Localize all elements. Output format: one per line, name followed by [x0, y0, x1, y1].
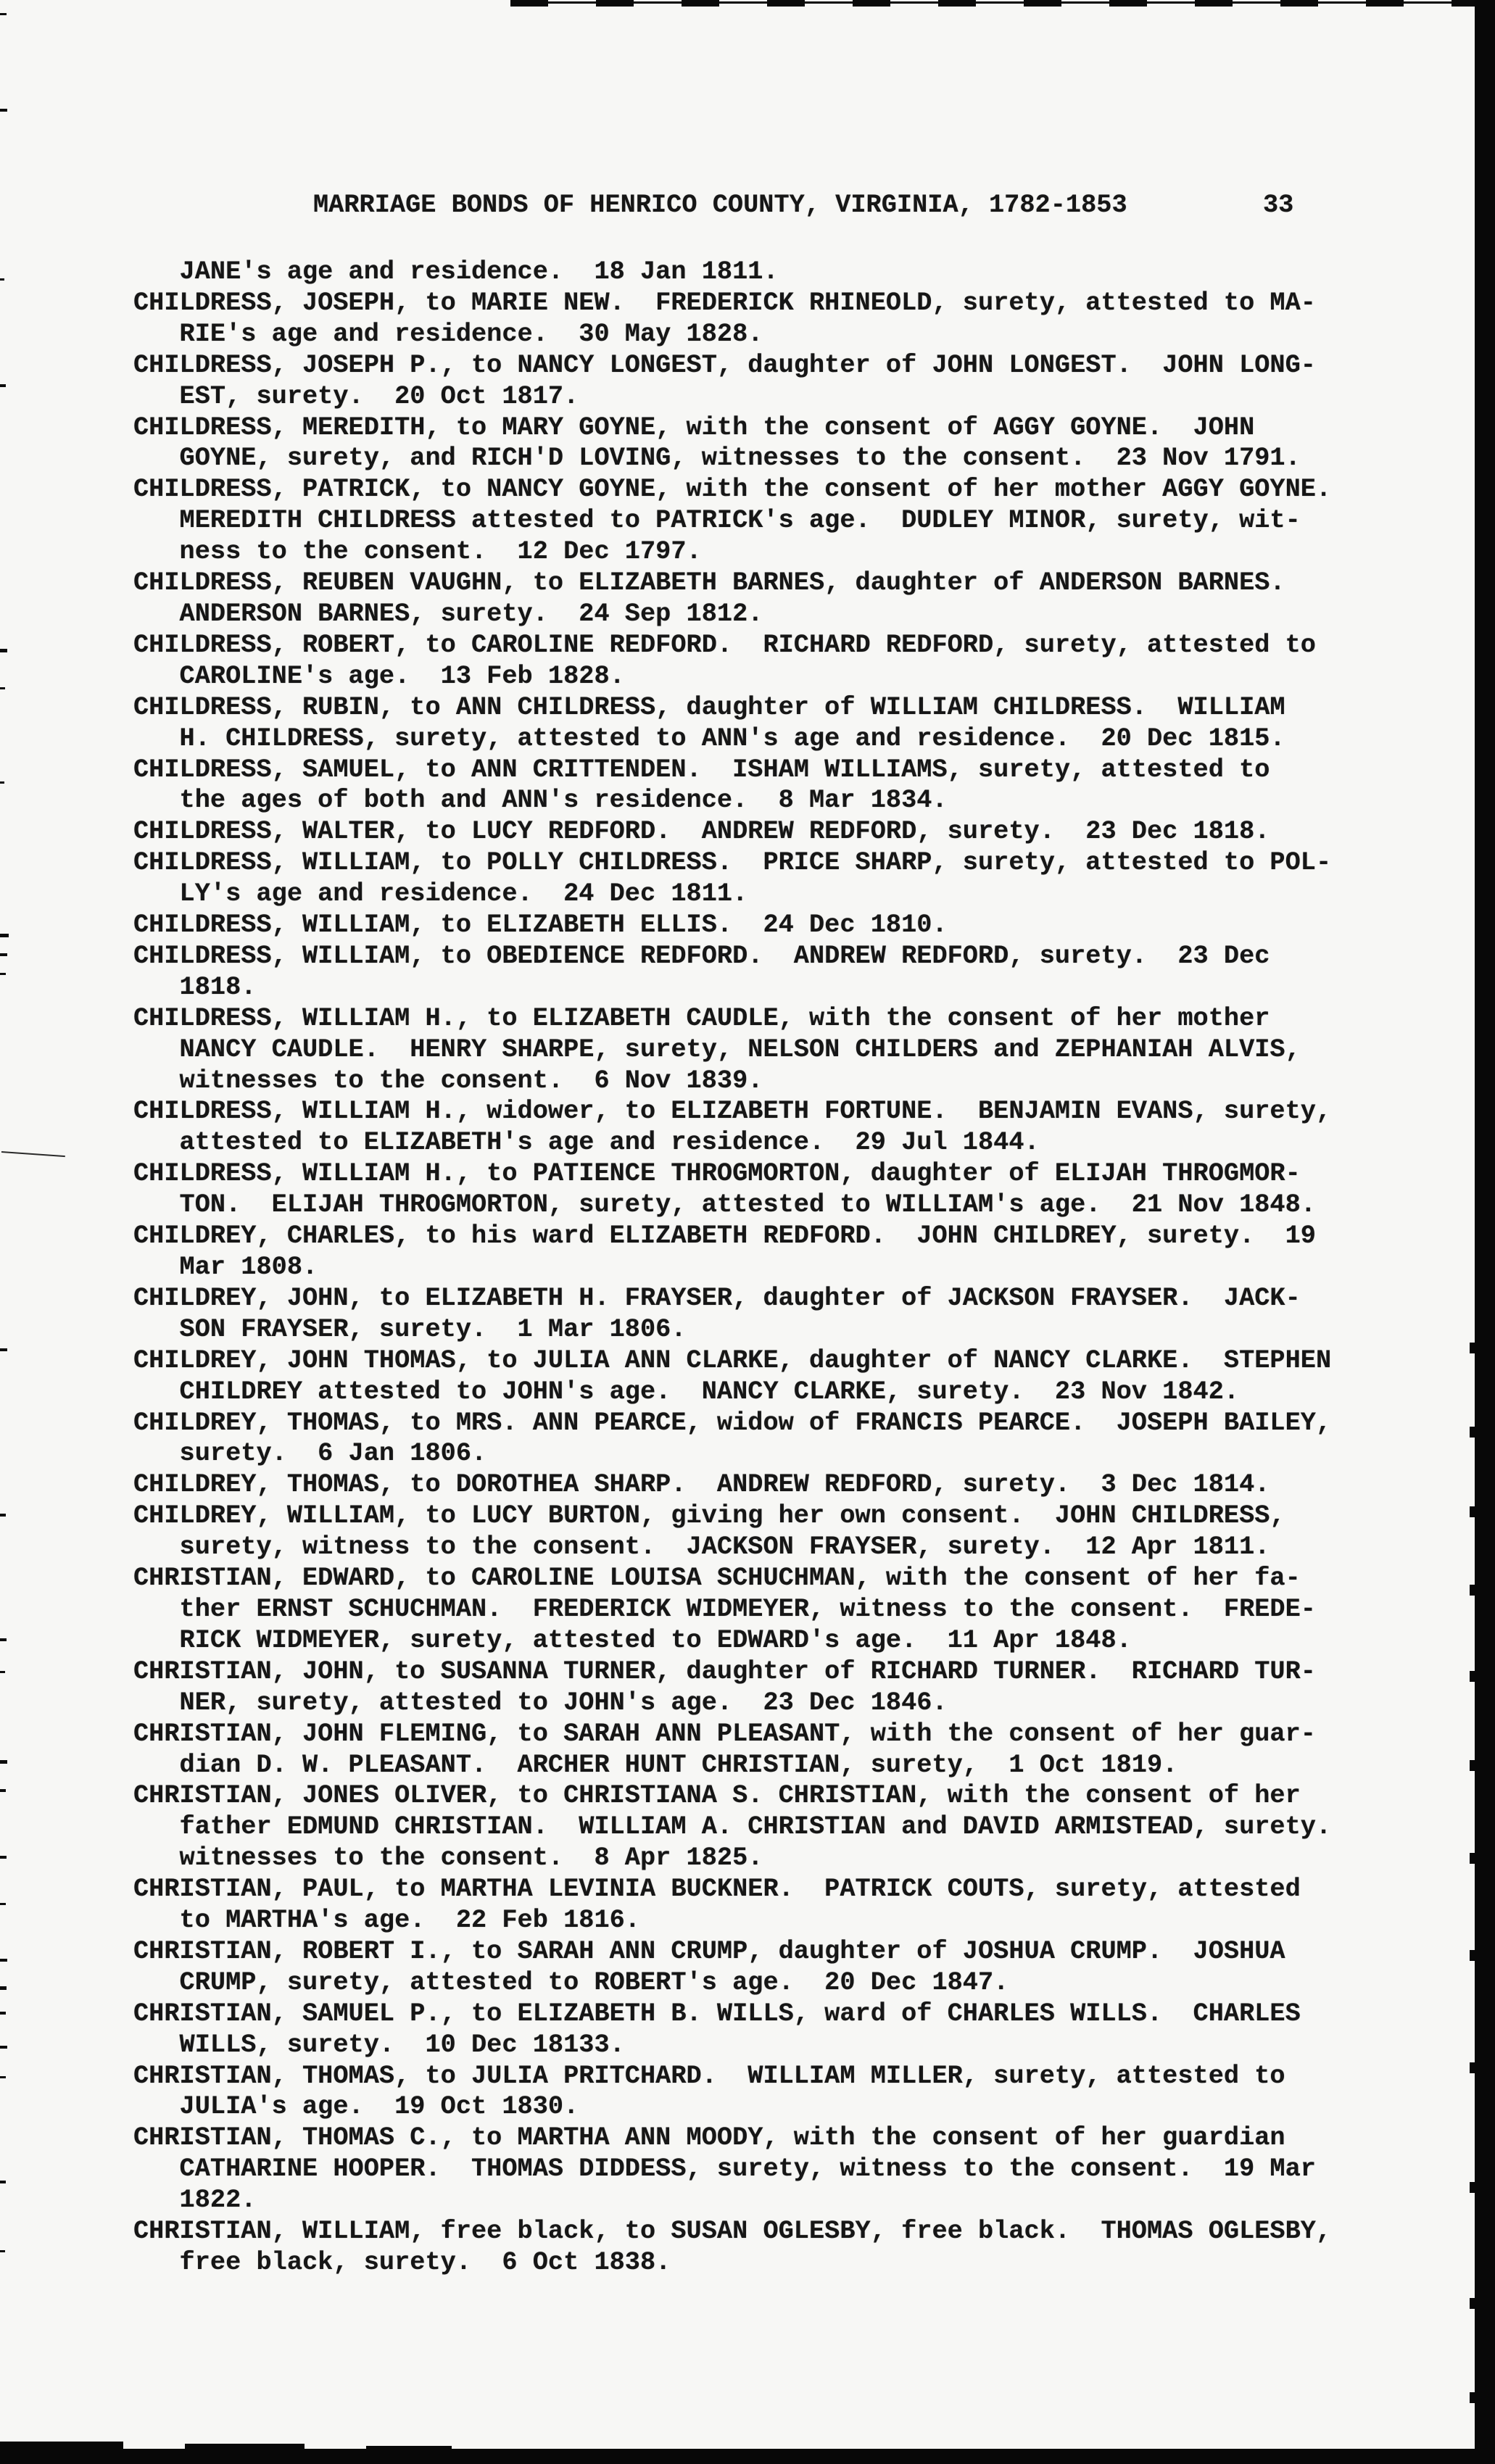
scan-artifact-top-dashes [510, 0, 1495, 7]
scan-artifact-gutter-bump [1470, 2182, 1475, 2193]
record-line: CHRISTIAN, PAUL, to MARTHA LEVINIA BUCKNER. PATRICK COUTS, surety, attested [133, 1875, 1301, 1904]
scan-artifact-gutter-bump [1470, 1760, 1475, 1771]
scan-artifact-left-tick [0, 2076, 6, 2078]
scan-artifact-gutter-bump [1470, 1585, 1475, 1596]
scan-artifact-left-tick [0, 1514, 6, 1517]
scan-artifact-left-tick [0, 109, 7, 112]
record-line: NER, surety, attested to JOHN's age. 23 Dec 1846. [133, 1688, 948, 1717]
record-line: CHILDREY, THOMAS, to DOROTHEA SHARP. ANDREW REDFORD, surety. 3 Dec 1814. [133, 1470, 1270, 1500]
record-line: 1818. [133, 972, 257, 1002]
record-line: GOYNE, surety, and RICH'D LOVING, witnesses to the consent. 23 Nov 1791. [133, 444, 1301, 473]
scan-artifact-left-tick [0, 781, 4, 784]
record-line: CHRISTIAN, ROBERT I., to SARAH ANN CRUMP, daughter of JOSHUA CRUMP. JOSHUA [133, 1936, 1285, 1966]
record-line: witnesses to the consent. 8 Apr 1825. [133, 1843, 763, 1873]
record-line: CHILDRESS, ROBERT, to CAROLINE REDFORD. RICHARD REDFORD, surety, attested to [133, 630, 1316, 660]
scan-artifact-left-tick [0, 973, 6, 975]
record-line: EST, surety. 20 Oct 1817. [133, 381, 579, 411]
scan-artifact-left-tick [0, 384, 6, 387]
record-line: CHILDRESS, WILLIAM H., to PATIENCE THROGMORTON, daughter of ELIJAH THROGMOR- [133, 1159, 1301, 1189]
record-line: MEREDITH CHILDRESS attested to PATRICK's age. DUDLEY MINOR, surety, wit- [133, 506, 1301, 536]
scan-artifact-gutter-bump [1470, 1671, 1475, 1682]
record-line: H. CHILDRESS, surety, attested to ANN's age and residence. 20 Dec 1815. [133, 723, 1285, 753]
scan-artifact-gutter-bump [1470, 1506, 1475, 1517]
record-line: JANE's age and residence. 18 Jan 1811. [133, 257, 779, 286]
scan-artifact-gutter-bump [1470, 1427, 1475, 1438]
scan-artifact-left-tick [0, 2046, 7, 2049]
record-line: CHILDREY, CHARLES, to his ward ELIZABETH REDFORD. JOHN CHILDREY, surety. 19 [133, 1221, 1316, 1251]
record-line: surety. 6 Jan 1806. [133, 1439, 487, 1469]
scan-artifact-left-tick [0, 649, 7, 652]
record-line: ther ERNST SCHUCHMAN. FREDERICK WIDMEYER, witness to the consent. FREDE- [133, 1594, 1316, 1624]
record-line: RICK WIDMEYER, surety, attested to EDWARD's age. 11 Apr 1848. [133, 1625, 1132, 1655]
record-line: CAROLINE's age. 13 Feb 1828. [133, 661, 625, 691]
scan-artifact-right-gutter [1475, 0, 1495, 2464]
scan-artifact-left-tick [0, 953, 7, 956]
scan-artifact-left-tick [0, 2250, 5, 2252]
scan-artifact-gutter-bump [1470, 2298, 1475, 2309]
scan-artifact-bottom-step [0, 2442, 123, 2450]
record-line: CHRISTIAN, SAMUEL P., to ELIZABETH B. WILLS, ward of CHARLES WILLS. CHARLES [133, 1999, 1301, 2028]
record-line: father EDMUND CHRISTIAN. WILLIAM A. CHRISTIAN and DAVID ARMISTEAD, surety. [133, 1812, 1332, 1842]
record-line: CHILDRESS, WALTER, to LUCY REDFORD. ANDREW REDFORD, surety. 23 Dec 1818. [133, 817, 1270, 847]
record-line: the ages of both and ANN's residence. 8 Mar 1834. [133, 786, 948, 816]
record-line: TON. ELIJAH THROGMORTON, surety, attested to WILLIAM's age. 21 Nov 1848. [133, 1190, 1316, 1220]
scan-artifact-left-tick [0, 278, 4, 281]
record-line: attested to ELIZABETH's age and residence. 29 Jul 1844. [133, 1128, 1040, 1158]
record-line: CHILDRESS, MEREDITH, to MARY GOYNE, with the consent of AGGY GOYNE. JOHN [133, 412, 1255, 442]
scan-artifact-left-tick [0, 2012, 6, 2015]
scan-artifact-gutter-bump [1470, 2062, 1475, 2073]
record-line: CHILDREY, JOHN, to ELIZABETH H. FRAYSER, daughter of JACKSON FRAYSER. JACK- [133, 1283, 1301, 1313]
record-line: CHILDRESS, RUBIN, to ANN CHILDRESS, daughter of WILLIAM CHILDRESS. WILLIAM [133, 692, 1285, 722]
page-title: MARRIAGE BONDS OF HENRICO COUNTY, VIRGINIA, 1782-1853 [313, 191, 1127, 220]
scan-artifact-gutter-bump [1470, 1343, 1475, 1353]
record-line: ANDERSON BARNES, surety. 24 Sep 1812. [133, 599, 763, 629]
scan-artifact-left-tick [0, 687, 5, 689]
record-line: CHRISTIAN, THOMAS, to JULIA PRITCHARD. WILLIAM MILLER, surety, attested to [133, 2061, 1285, 2091]
scan-artifact-gutter-bump [1470, 1853, 1475, 1864]
record-line: 1822. [133, 2186, 257, 2215]
scan-artifact-hairline [1, 1151, 65, 1157]
record-line: dian D. W. PLEASANT. ARCHER HUNT CHRISTIAN, surety, 1 Oct 1819. [133, 1750, 1178, 1780]
scan-artifact-gutter-bump [1470, 1950, 1475, 1961]
scan-artifact-left-tick [0, 2181, 6, 2183]
record-line: CRUMP, surety, attested to ROBERT's age. 20 Dec 1847. [133, 1967, 1009, 1997]
page-number: 33 [1263, 191, 1294, 220]
record-line: to MARTHA's age. 22 Feb 1816. [133, 1906, 640, 1936]
scan-artifact-left-tick [0, 1959, 7, 1962]
record-line: CHRISTIAN, JONES OLIVER, to CHRISTIANA S. CHRISTIAN, with the consent of her [133, 1781, 1301, 1811]
scan-artifact-left-tick [0, 1986, 7, 1990]
scan-artifact-bottom-step [366, 2446, 452, 2452]
record-line: CHRISTIAN, JOHN, to SUSANNA TURNER, daughter of RICHARD TURNER. RICHARD TUR- [133, 1656, 1316, 1686]
scan-artifact-left-tick [0, 1348, 7, 1351]
record-line: WILLS, surety. 10 Dec 18133. [133, 2030, 625, 2059]
record-line: SON FRAYSER, surety. 1 Mar 1806. [133, 1314, 687, 1344]
scan-artifact-bottom-edge [0, 2449, 1495, 2464]
record-line: NANCY CAUDLE. HENRY SHARPE, surety, NELSON CHILDERS and ZEPHANIAH ALVIS, [133, 1034, 1301, 1064]
record-line: ness to the consent. 12 Dec 1797. [133, 537, 702, 567]
scan-artifact-left-tick [0, 934, 9, 937]
record-line: CHILDRESS, REUBEN VAUGHN, to ELIZABETH BARNES, daughter of ANDERSON BARNES. [133, 568, 1285, 598]
record-line: CHRISTIAN, THOMAS C., to MARTHA ANN MOODY, with the consent of her guardian [133, 2123, 1285, 2153]
scan-artifact-bottom-step [185, 2444, 305, 2451]
record-line: Mar 1808. [133, 1253, 318, 1282]
scan-artifact-left-tick [0, 1760, 7, 1764]
scan-artifact-left-tick [0, 1903, 6, 1905]
record-line: CHILDREY attested to JOHN's age. NANCY CLARKE, surety. 23 Nov 1842. [133, 1377, 1240, 1406]
record-line: CHRISTIAN, JOHN FLEMING, to SARAH ANN PLEASANT, with the consent of her guar- [133, 1719, 1316, 1749]
record-line: CHILDRESS, PATRICK, to NANCY GOYNE, with the consent of her mother AGGY GOYNE. [133, 475, 1332, 505]
scan-artifact-left-tick [0, 1856, 7, 1859]
record-line: CHRISTIAN, WILLIAM, free black, to SUSAN OGLESBY, free black. THOMAS OGLESBY, [133, 2217, 1332, 2247]
records-text [133, 257, 1331, 2278]
record-line: CHILDRESS, JOSEPH P., to NANCY LONGEST, daughter of JOHN LONGEST. JOHN LONG- [133, 350, 1316, 380]
record-line: surety, witness to the consent. JACKSON FRAYSER, surety. 12 Apr 1811. [133, 1532, 1270, 1562]
record-line: free black, surety. 6 Oct 1838. [133, 2248, 671, 2277]
record-line: CHILDRESS, WILLIAM H., widower, to ELIZABETH FORTUNE. BENJAMIN EVANS, surety, [133, 1097, 1332, 1127]
record-line: CHILDREY, JOHN THOMAS, to JULIA ANN CLARKE, daughter of NANCY CLARKE. STEPHEN [133, 1345, 1332, 1375]
scan-artifact-left-tick [0, 1789, 6, 1792]
record-line: CHRISTIAN, EDWARD, to CAROLINE LOUISA SCHUCHMAN, with the consent of her fa- [133, 1564, 1301, 1593]
record-line: CHILDRESS, WILLIAM, to OBEDIENCE REDFORD. ANDREW REDFORD, surety. 23 Dec [133, 941, 1270, 971]
record-line: CHILDRESS, JOSEPH, to MARIE NEW. FREDERICK RHINEOLD, surety, attested to MA- [133, 288, 1316, 318]
record-line: CHILDRESS, WILLIAM H., to ELIZABETH CAUDLE, with the consent of her mother [133, 1003, 1270, 1033]
record-line: CHILDRESS, WILLIAM, to ELIZABETH ELLIS. 24 Dec 1810. [133, 910, 948, 940]
scan-artifact-left-tick [0, 13, 7, 15]
record-line: RIE's age and residence. 30 May 1828. [133, 319, 763, 349]
scan-artifact-left-tick [0, 1671, 5, 1673]
record-line: CATHARINE HOOPER. THOMAS DIDDESS, surety, witness to the consent. 19 Mar [133, 2154, 1316, 2184]
record-line: CHILDREY, THOMAS, to MRS. ANN PEARCE, widow of FRANCIS PEARCE. JOSEPH BAILEY, [133, 1408, 1332, 1438]
scan-artifact-gutter-bump [1470, 2392, 1475, 2403]
scan-artifact-left-tick [0, 1638, 7, 1641]
record-line: CHILDREY, WILLIAM, to LUCY BURTON, giving her own consent. JOHN CHILDRESS, [133, 1501, 1285, 1531]
record-line: CHILDRESS, SAMUEL, to ANN CRITTENDEN. ISHAM WILLIAMS, surety, attested to [133, 755, 1270, 784]
record-line: LY's age and residence. 24 Dec 1811. [133, 879, 748, 909]
record-line: JULIA's age. 19 Oct 1830. [133, 2092, 579, 2122]
record-line: CHILDRESS, WILLIAM, to POLLY CHILDRESS. PRICE SHARP, surety, attested to POL- [133, 848, 1332, 878]
record-line: witnesses to the consent. 6 Nov 1839. [133, 1066, 763, 1095]
